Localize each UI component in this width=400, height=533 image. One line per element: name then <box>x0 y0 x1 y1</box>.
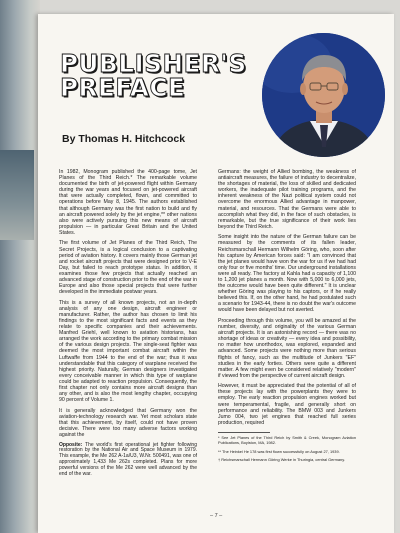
title-line-1: PUBLISHER'S <box>60 49 247 78</box>
adjacent-page-photo-edge <box>0 150 34 240</box>
page-title <box>60 49 247 102</box>
footnote-divider <box>218 432 270 433</box>
title-line-2: PREFACE <box>60 73 186 102</box>
body-paragraph: However, it must be appreciated that the potential of all of these projects lay with the powerplants they were to employ. The early reaction propulsion engines worked but were temperamental, fragile, and generally short on performance and reliability. The BMW 003 and Junkers Jumo 004, two jet engines that reached full series production, required <box>218 383 356 426</box>
author-byline: By Thomas H. Hitchcock <box>62 133 186 145</box>
footnote: † Reichsmarschall Hermann Göring Werke in Thuringia, central Germany. <box>218 457 345 463</box>
body-paragraph: This is a survey of all known projects, not an in-depth analysis of any one design, aircraft engineer or manufacturer. Rather, the author has chosen to limit his findings to the most significant facts and events as they relate to specific companies and their achievements. Manfred Griehl, well known to aviation historians, has arranged the work according to the primary combat mission of the various design projects. The single-seat fighter was deemed the most important combat aircraft within the Luftwaffe from 1944 to the end of the war; thus it was understandable that this category of warplane received the highest priority. Naturally, German designers investigated every conceivable manner in which this type of warplane could be adapted to reaction propulsion. Consequently, the first chapter not only contains more aircraft designs than any other, and is also the most lengthy chapter, occupying 90 percent of Volume 1. <box>59 299 197 404</box>
caption-lead: Opposite: <box>59 441 83 448</box>
body-paragraph: The first volume of Jet Planes of the Third Reich, The Secret Projects, is a logical conclusion to a captivating period of aviation history. It covers mainly those German jet and rocket aircraft projects that were designed prior to V-E Day, but failed to reach prototype status. In addition, it examines those few projects that actually reached an advanced stage of construction prior to the end of the war in Europe and also those special projects that were further developed in the immediate postwar years. <box>59 240 197 296</box>
left-text-column <box>59 169 197 478</box>
author-portrait <box>262 33 385 157</box>
footnote: * See Jet Planes of the Third Reich by Smith & Creek, Monogram Aviation Publications, Boylston, MA, 1982. <box>218 434 356 445</box>
page-number: – 7 – <box>210 513 223 519</box>
body-paragraph: In 1982, Monogram published the 400-page tome, Jet Planes of the Third Reich.* The remarkable volume documented the birth of jet-powered flight within Germany during the war years and focused on jet-powered aircraft that were actually completed, flown, and committed to operations before May 8, 1945. The authors established that although Germany was the first nation to build and fly an aircraft powered solely by the jet engine,** other nations also were actively pursuing this new means of aircraft propulsion — in particular Great Britain and the United States. <box>59 169 197 236</box>
body-paragraph: It is generally acknowledged that Germany won the aviation-technology research war. Yet most scholars state that this achievement, by itself, could not have proven decisive. There were too many adverse factors working against the <box>59 407 197 439</box>
adjacent-page-spine <box>0 0 40 533</box>
body-paragraph: Germans: the weight of Allied bombing, the weakness of antiaircraft measures, the failure of industry to decentralize, the shortages of material, the loss of skilled and dedicated workers, the inadequate pilot training programs, and the inherent weakness of the Nazi political system could not overcome the enormous Allied advantage in manpower, material, and resources. That the Germans were able to accomplish what they did, in the face of such obstacles, is remarkable, but the true significance of their work lies beyond the Third Reich. <box>218 169 356 230</box>
photo-caption <box>59 443 197 478</box>
caption-text: The world's first operational jet fighter following restoration by the National Air and Space Museum in 1979. This example, the Me 262 A-1a/U3, W.Nr. 500491, was one of approximately 1,433 Me 262s completed. Plans for more powerful versions of the Me 262 were well advanced by the end of the war. <box>59 441 197 478</box>
body-paragraph: Some insight into the nature of the German failure can be measured by the comments of its fallen leader, Reichsmarschall Hermann Wilhelm Göring, who, soon after his capture by American forces said: "I am convinced that the jet planes would have won the war for us if we had had only four or five months' time. Our underground installations were all ready. The factory at Kahla had a capacity of 1,100 to 1,200 jet planes a month. Now with 5,000 to 6,000 jets, the outcome would have been quite different." It is unclear whether Göring was playing to his captors, or if he really believed this. If, on the other hand, he had postulated such a scenario for 1943-44, there is no doubt the war's outcome would have been delayed but not averted. <box>218 234 356 314</box>
footnote: ** The Heinkel He 178 was first flown successfully on August 27, 1939. <box>218 448 340 454</box>
right-text-column <box>218 169 356 467</box>
body-paragraph: Proceeding through this volume, you will be amazed at the number, diversity, and originality of the various German aircraft projects. It is an astonishing record — there was no shortage of ideas or creativity — every idea and possibility, no matter how unorthodox, was explored, expanded and advanced. Some projects were nothing more than serious flights of fancy, such as the multitude of Junkers "EF" studies in the early forties. Others were quite a different matter. A few might even be considered relatively "modern" if viewed from the perspective of current aircraft design. <box>218 317 356 379</box>
